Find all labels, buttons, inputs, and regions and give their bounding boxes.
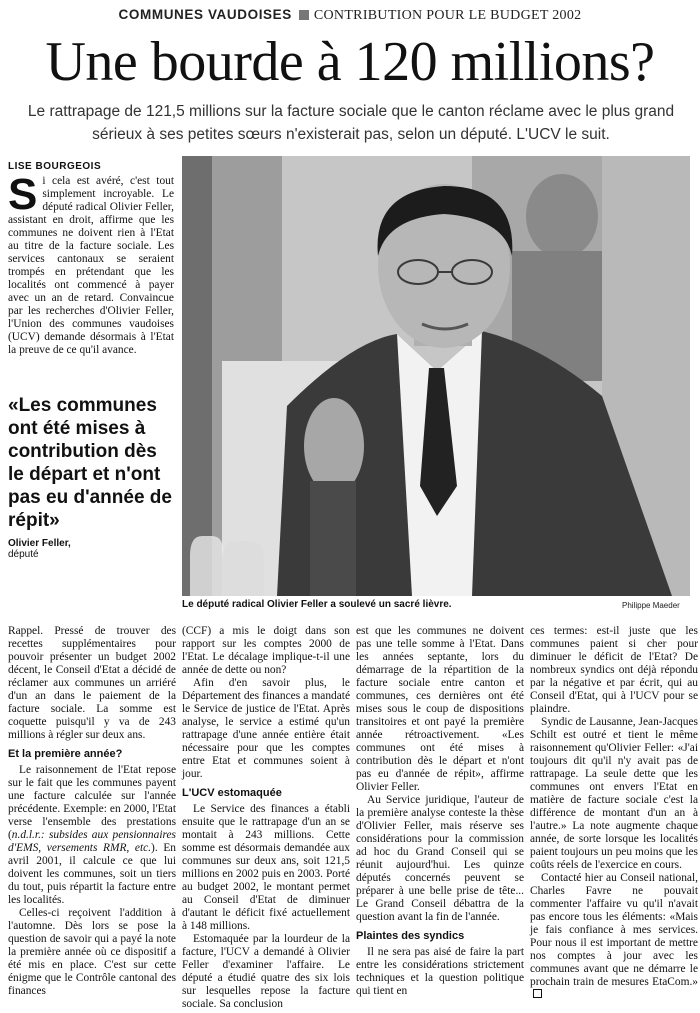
paragraph: (CCF) a mis le doigt dans son rapport sur les comptes 2000 de l'Etat. Le décalage implique-t-il une année de dette ou non? (182, 625, 350, 676)
paragraph: Rappel. Pressé de trouver des recettes supplémentaires pour pouvoir présenter un budget 2002 décent, le Conseil d'Etat a décidé de réclamer aux communes un arriéré d'un an dans le paiement de la facture sociale. La somme est coquette puisqu'il y va de 243 millions à régler sur deux ans. (8, 625, 176, 741)
paragraph: Celles-ci reçoivent l'addition à l'automne. Dès lors se pose la question de savoir qui a payé la note la première année où ce dispositif a été mis en place. C'est sur cette énigme que le Contrôle cantonal des finances (8, 907, 176, 997)
paragraph: ces termes: est-il juste que les communes paient si cher pour diminuer le déficit de l'Etat? De nombreux syndics ont déjà répondu par la négative et par écrit, qui au Conseil d'Etat, qui à l'UCV pour se plaindre. (530, 625, 698, 715)
intro-text: i cela est avéré, c'est tout simplement incroyable. Le député radical Olivier Feller, assistant en droit, affirme que les communes ne doivent rien à l'Etat au titre de la facture sociale. Les services cantonaux se seraient trompés en prétendant que les localités ont commencé à payer avec un an de retard. Convaincue par les recherches d'Olivier Feller, l'Union des communes vaudoises (UCV) demande désormais à l'Etat la preuve de ce qu'il avance. (8, 175, 174, 356)
paragraph: Estomaquée par la lourdeur de la facture, l'UCV a demandé à Olivier Feller d'examiner l'affaire. Le député a étudié quatre des six lois sur lesquelles repose la facture sociale. Sa conclusion (182, 933, 350, 1010)
dropcap: S (8, 170, 38, 219)
pullquote (8, 394, 176, 560)
paragraph-text: ). En avril 2001, il calcule ce que lui doivent les communes, soit un tiers du tout, puis répartit la facture entre les localités. (8, 842, 176, 906)
paragraph-text: Contacté hier au Conseil national, Charles Favre ne pouvait commenter l'affaire vu qu'il n'avait pas encore tous les éléments: «Mais je fais confiance à mes services. Pour nous il est important de mettre nos comptes à jour avec les communes avant que ne démarre le prochain train de mesures EtaCom.» (530, 872, 698, 988)
paragraph-note: n.d.l.r.: subsides aux pensionnaires d'EMS, versements RMR, etc. (8, 829, 176, 854)
subheading: L'UCV estomaquée (182, 787, 282, 799)
pullquote-text: «Les communes ont été mises à contribution dès le départ et n'ont pas eu d'année de répit» (8, 395, 172, 531)
paragraph (8, 764, 176, 907)
headline: Une bourde à 120 millions? (45, 31, 655, 93)
section-kicker (0, 7, 700, 24)
photo-credit: Philippe Maeder (622, 601, 680, 610)
paragraph: Afin d'en savoir plus, le Département des finances a mandaté le Service de justice de l'Etat. Après analyse, le service a estimé qu'un rattrapage d'une année entière était nécessaire pour que les comptes entre Etat et communes soient à jour. (182, 677, 350, 780)
portrait-photo (182, 156, 690, 596)
article-column-1 (8, 625, 176, 998)
byline: LISE BOURGEOIS (8, 161, 102, 172)
article-column-3 (356, 625, 524, 998)
kicker-topic: CONTRIBUTION POUR LE BUDGET 2002 (313, 8, 582, 23)
paragraph: Il ne sera pas aisé de faire la part entre les considérations strictement techniques et la question politique qui tient en (356, 946, 524, 997)
paragraph: Au Service juridique, l'auteur de la première analyse conteste la thèse d'Olivier Feller, mais réserve ses considérations pour la commission ad hoc du Grand Conseil qui se réunit aujourd'hui. Les quinze députés concernés peuvent se préparer à une belle prise de tête... Le Grand Conseil débattra de la question avant la fin de l'année. (356, 794, 524, 923)
kicker-section: COMMUNES VAUDOISES (118, 7, 292, 22)
end-of-article-icon (533, 989, 542, 998)
pullquote-role: député (8, 549, 39, 560)
portrait-illustration (182, 156, 690, 596)
subheading: Et la première année? (8, 748, 123, 760)
paragraph-text: Le raisonnement de l'Etat repose sur le fait que les communes payent une facture calculée sur l'année précédente. Exemple: en 2000, l'Etat verse l'ensemble des prestations ( (8, 764, 176, 841)
paragraph: Syndic de Lausanne, Jean-Jacques Schilt est outré et tient le même raisonnement qu'Olivier Feller: «J'ai toujours dit qu'il n'y avait pas de rattrapage. La seule dette que les communes ont envers l'Etat en matière de facture sociale c'est la différence de montant d'un an à l'autre.» La note augmente chaque année, de sorte lorsque les localités paient toujours un peu moins que les coûts réels de l'exercice en cours. (530, 716, 698, 871)
article-column-4 (530, 625, 698, 1002)
article-column-2 (182, 625, 350, 1011)
paragraph: est que les communes ne doivent pas une telle somme à l'Etat. Dans les années septante, lors du démarrage de la répartition de la facture sociale entre canton et communes, ces dernières ont été mises sous le coup de dispositions transitoires et ont payé la première année rétroactivement. «Les communes ont été mises à contribution dès le départ et n'ont pas eu d'année de répit», affirme Olivier Feller. (356, 625, 524, 793)
square-bullet-icon (299, 10, 309, 20)
paragraph (530, 872, 698, 1002)
subheading: Plaintes des syndics (356, 930, 465, 942)
paragraph: Le Service des finances a établi ensuite que le rattrapage d'un an se montait à 243 millions. Cette somme est désormais demandée aux communes sur deux ans, soit 121,5 millions en 2002 puis en 2003. Porté au budget 2002, le montant permet au Conseil d'Etat de diminuer d'autant le déficit fixé actuellement à 148 millions. (182, 803, 350, 932)
deck-subtitle: Le rattrapage de 121,5 millions sur la facture sociale que le canton réclame avec le plus grand sérieux à ses petites sœurs n'existerait pas, selon un député. L'UCV le suit. (27, 103, 675, 143)
photo-caption: Le député radical Olivier Feller a soulevé un sacré lièvre. (182, 599, 452, 610)
intro-paragraph (8, 170, 174, 357)
pullquote-author: Olivier Feller, (8, 538, 71, 549)
